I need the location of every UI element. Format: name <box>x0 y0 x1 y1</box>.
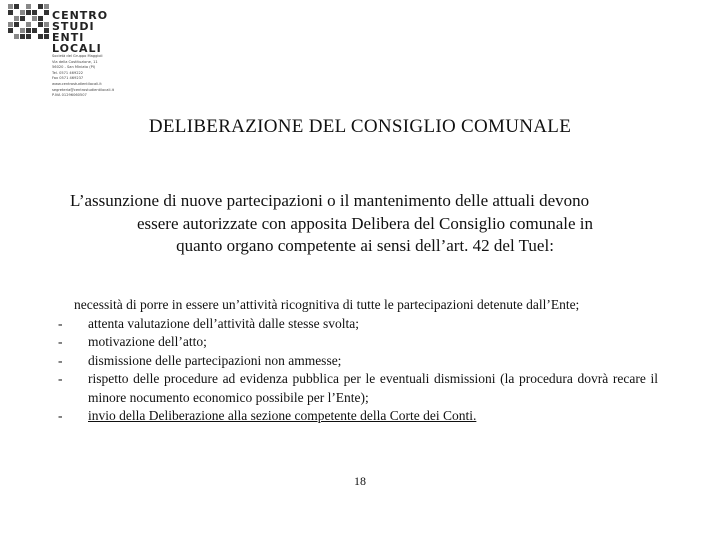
logo-grid-icon <box>8 4 48 42</box>
logo-contact-info <box>52 54 114 99</box>
logo-grid-cell <box>44 34 49 39</box>
logo-grid-cell <box>44 28 49 33</box>
list-item <box>58 370 658 407</box>
logo-grid-cell <box>44 10 49 15</box>
list-dash: - <box>58 352 63 368</box>
logo-grid-cell <box>32 28 37 33</box>
logo-grid-cell <box>8 22 13 27</box>
list-item-text: motivazione dell’atto; <box>88 334 207 349</box>
intro-line: L’assunzione di nuove partecipazioni o il mantenimento delle attuali devono <box>70 191 590 210</box>
logo-grid-cell <box>8 28 13 33</box>
logo-info-line: P.IVA 01296060507 <box>52 93 87 98</box>
logo-grid-cell <box>44 4 49 9</box>
logo-info-line: Fax 0571 469237 <box>52 76 84 81</box>
logo-grid-cell <box>14 34 19 39</box>
list-item-text: dismissione delle partecipazioni non ammesse; <box>88 352 342 368</box>
list-item <box>58 315 658 334</box>
list-dash: - <box>58 371 63 386</box>
logo-info-line: www.centrostudientilocali.it <box>52 81 102 86</box>
logo-grid-cell <box>20 16 25 21</box>
logo-info-line: Società del Gruppo Maggioli <box>52 54 103 58</box>
logo-grid-cell <box>20 34 25 39</box>
list-item-text: necessità di porre in essere un’attività ricognitiva di tutte le partecipazioni detenute dall’Ente; <box>74 297 580 312</box>
logo-word: LOCALI <box>52 42 102 55</box>
logo-grid-cell <box>14 4 19 9</box>
slide-title: DELIBERAZIONE DEL CONSIGLIO COMUNALE <box>148 116 572 137</box>
list-dash: - <box>58 408 63 423</box>
logo-grid-cell <box>20 28 25 33</box>
logo-grid-cell <box>38 4 43 9</box>
logo-word: STUDI <box>52 20 95 33</box>
logo-grid-cell <box>20 10 25 15</box>
page-number: 18 <box>354 474 366 488</box>
list-item <box>58 296 658 315</box>
centro-studi-logo <box>8 4 138 104</box>
logo-grid-cell <box>14 16 19 21</box>
logo-grid-cell <box>26 22 31 27</box>
list-item-text: invio della Deliberazione alla sezione competente della Corte dei Conti. <box>88 408 477 423</box>
logo-grid-cell <box>26 34 31 39</box>
logo-grid-cell <box>38 34 43 39</box>
logo-info-line: Via della Costituzione, 11 <box>52 59 98 64</box>
logo-grid-cell <box>44 22 49 27</box>
logo-word: ENTI <box>52 31 85 44</box>
list-item-text: rispetto delle procedure ad evidenza pubblica per le eventuali dismissioni (la procedura dovrà recare il minore nocumento economico possibile per l’Ente); <box>88 371 658 405</box>
logo-grid-cell <box>38 22 43 27</box>
logo-grid-cell <box>32 16 37 21</box>
list-item-text: attenta valutazione dell’attività dalle stesse svolta; <box>88 315 360 331</box>
requirements-list <box>58 296 658 426</box>
logo-grid-cell <box>14 22 19 27</box>
intro-line: quanto organo competente ai sensi dell’art. 42 del Tuel: <box>176 236 554 255</box>
list-dash: - <box>58 334 63 349</box>
logo-grid-cell <box>32 10 37 15</box>
logo-grid-cell <box>8 4 13 9</box>
logo-grid-cell <box>26 10 31 15</box>
logo-info-line: Tel. 0571 469222 <box>52 70 84 75</box>
logo-grid-cell <box>26 4 31 9</box>
logo-info-line: 56020 - San Miniato (PI) <box>52 65 96 70</box>
logo-grid-cell <box>38 16 43 21</box>
list-item <box>58 407 658 426</box>
logo-wordmark <box>52 10 108 54</box>
list-dash: - <box>58 315 63 331</box>
list-item <box>58 333 658 352</box>
intro-paragraph <box>70 190 660 258</box>
logo-grid-cell <box>8 10 13 15</box>
intro-line: essere autorizzate con apposita Delibera del Consiglio comunale in <box>136 213 593 233</box>
logo-info-line: segreteria@centrostudientilocali.it <box>52 87 114 92</box>
logo-word: CENTRO <box>52 9 109 22</box>
list-item <box>58 352 658 371</box>
logo-grid-cell <box>26 28 31 33</box>
